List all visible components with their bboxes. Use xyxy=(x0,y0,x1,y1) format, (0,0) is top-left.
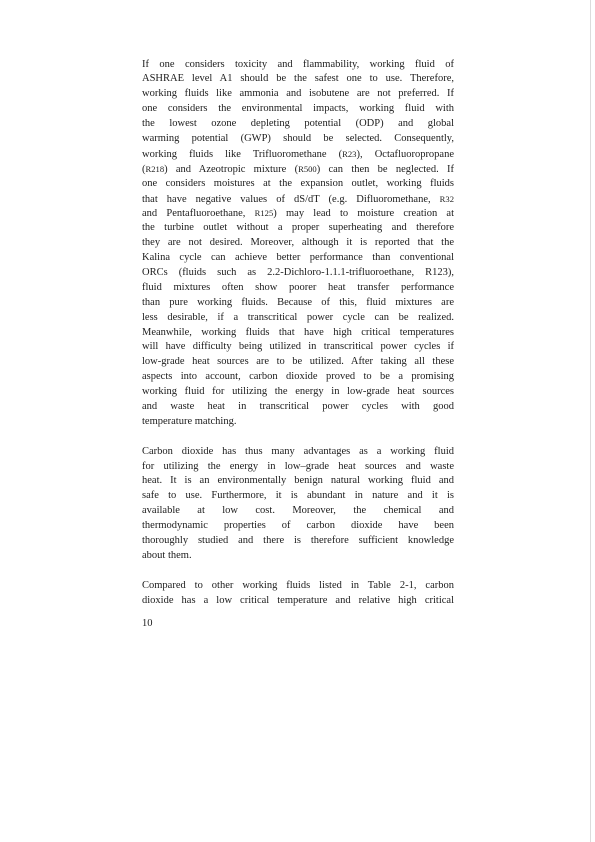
text-line: working fluids like ammonia and isobutene are not preferred. If xyxy=(142,88,454,100)
text-line: If one considers toxicity and flammability, working fluid of xyxy=(142,58,454,70)
text-line: the turbine outlet without a proper superheating and therefore xyxy=(142,222,454,234)
text-run: ) can then be neglected. If xyxy=(316,163,454,175)
text-line xyxy=(142,206,454,221)
paragraph xyxy=(142,445,454,564)
text-line: than pure working fluids. Because of this, fluid mixtures are xyxy=(142,296,454,308)
text-run: ) and Azeotropic mixture ( xyxy=(164,163,299,175)
text-line: ORCs (fluids such as 2.2-Dichloro-1.1.1-trifluoroethane, R123), xyxy=(142,266,454,278)
text-run: ) may lead to moisture creation at xyxy=(273,208,455,220)
text-line: about them. xyxy=(142,549,192,561)
text-line: Compared to other working fluids listed in Table 2-1, carbon xyxy=(142,579,454,591)
text-line xyxy=(142,192,454,207)
text-run: that have negative values of dS/dT (e.g. Difluoromethane, xyxy=(142,193,440,205)
text-line: working fluid for utilizing the energy in low-grade heat sources xyxy=(142,386,454,398)
text-run: ( xyxy=(142,163,146,175)
refrigerant-code: R125 xyxy=(254,208,274,219)
text-line: thermodynamic properties of carbon dioxide have been xyxy=(142,520,454,532)
text-line: Carbon dioxide has thus many advantages as a working fluid xyxy=(142,445,454,457)
refrigerant-code: R218 xyxy=(145,163,165,174)
text-line: dioxide has a low critical temperature and relative high critical xyxy=(142,594,454,606)
text-line: will have difficulty being utilized in transcritical power cycles if xyxy=(142,341,454,353)
page-number: 10 xyxy=(142,617,153,629)
text-line: low-grade heat sources are to be utilized. After taking all these xyxy=(142,356,454,368)
text-line: they are not desired. Moreover, although it is reported that the xyxy=(142,237,454,249)
text-line: Kalina cycle can achieve better performance than conventional xyxy=(142,252,454,264)
text-line: for utilizing the energy in low–grade heat sources and waste xyxy=(142,460,454,472)
body-text xyxy=(142,58,454,624)
text-line: temperature matching. xyxy=(142,415,237,427)
paragraph xyxy=(142,579,454,609)
text-line: one considers the environmental impacts, working fluid with xyxy=(142,103,454,115)
text-line: heat. It is an environmentally benign natural working fluid and xyxy=(142,475,454,487)
paragraph xyxy=(142,58,454,430)
text-line: thoroughly studied and there is therefore sufficient knowledge xyxy=(142,535,454,546)
text-line xyxy=(142,147,454,162)
refrigerant-code: R23 xyxy=(342,148,357,159)
text-line: Meanwhile, working fluids that have high critical temperatures xyxy=(142,326,454,338)
text-line: less desirable, if a transcritical power cycle can be realized. xyxy=(142,311,454,323)
text-line: and waste heat in transcritical power cycles with good xyxy=(142,400,454,412)
refrigerant-code: R500 xyxy=(298,163,317,174)
text-line: warming potential (GWP) should be selected. Consequently, xyxy=(142,132,454,144)
text-line: fluid mixtures often show poorer heat transfer performance xyxy=(142,281,454,293)
text-run: and Pentafluoroethane, xyxy=(142,208,255,220)
refrigerant-code: R32 xyxy=(439,193,454,204)
text-run: working fluids like Trifluoromethane ( xyxy=(142,148,343,160)
text-line: safe to use. Furthermore, it is abundant in nature and it is xyxy=(142,490,454,502)
text-line: available at low cost. Moreover, the chemical and xyxy=(142,505,454,517)
text-line: one considers moistures at the expansion outlet, working fluids xyxy=(142,177,454,189)
text-line xyxy=(142,162,454,177)
text-line: the lowest ozone depleting potential (ODP) and global xyxy=(142,118,454,130)
text-line: aspects into account, carbon dioxide proved to be a promising xyxy=(142,371,454,383)
text-line: ASHRAE level A1 should be the safest one to use. Therefore, xyxy=(142,73,454,85)
page-edge xyxy=(590,0,591,842)
text-run: ), Octafluoropropane xyxy=(356,148,455,160)
